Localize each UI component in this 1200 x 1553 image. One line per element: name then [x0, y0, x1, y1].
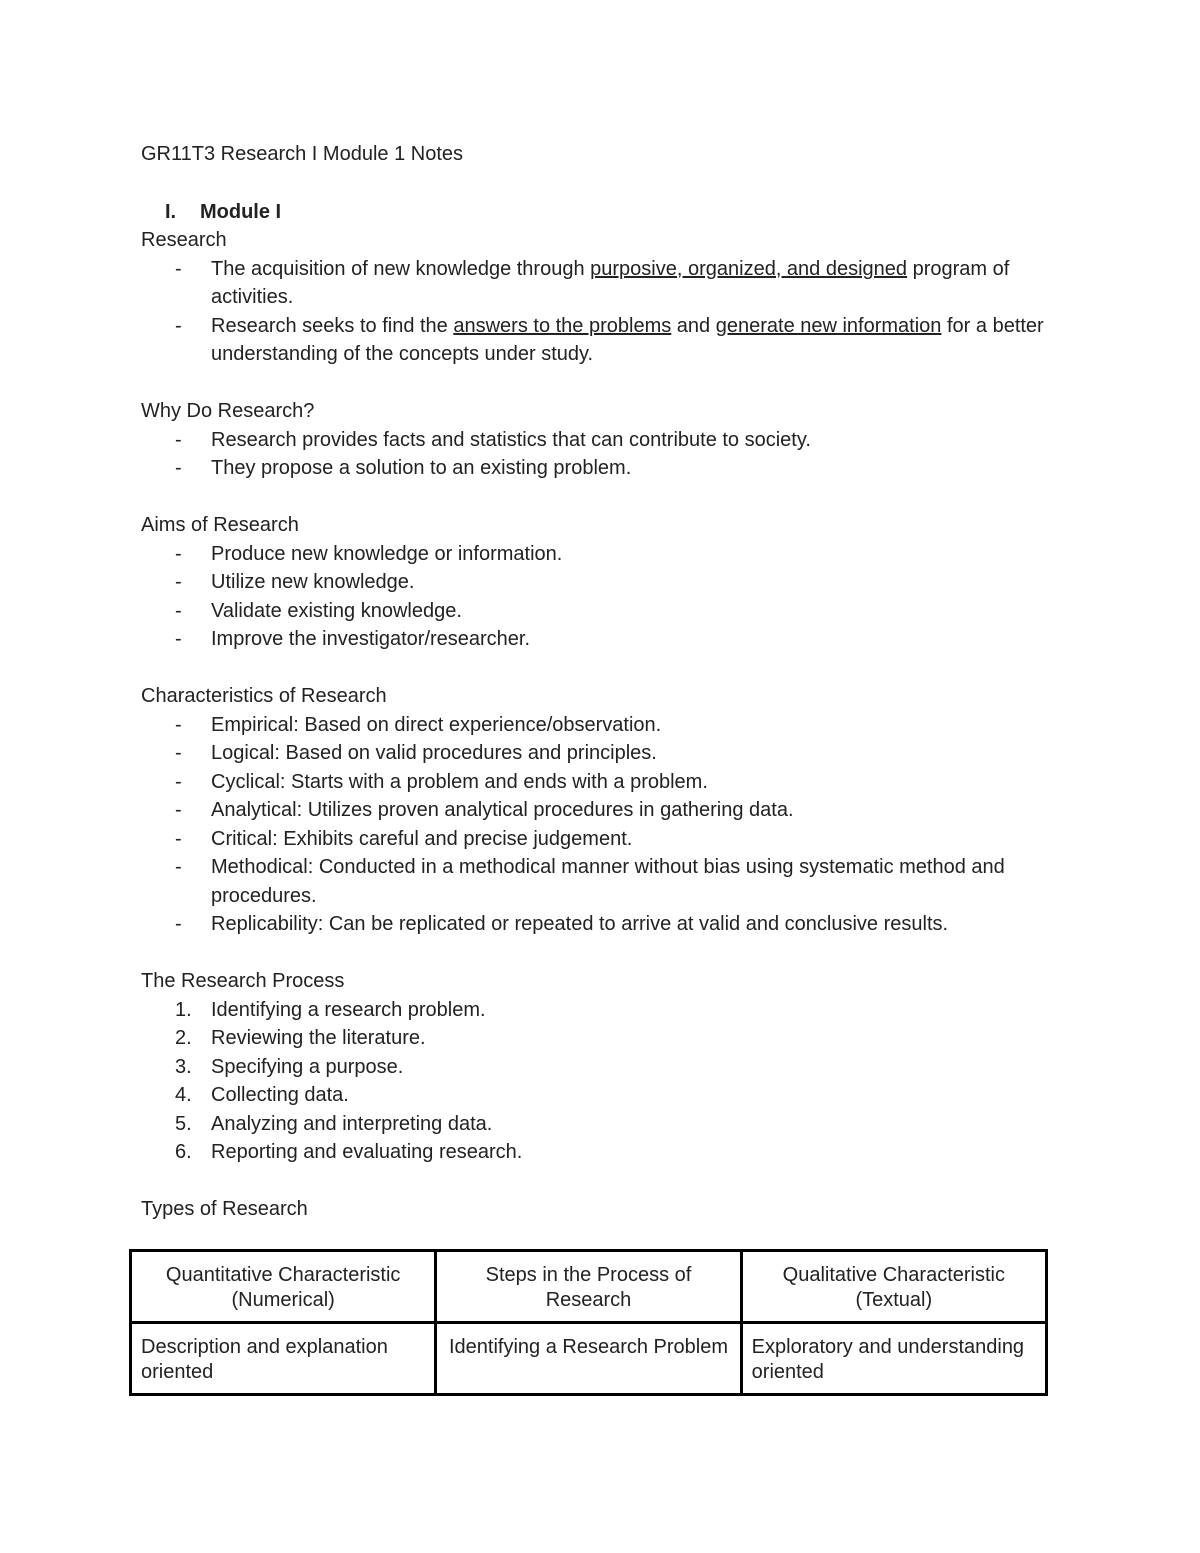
dash-marker: - [175, 770, 182, 793]
list-item [141, 1138, 1061, 1167]
list-item-text: Replicability: Can be replicated or repeated to arrive at valid and conclusive results. [211, 913, 949, 935]
aims-section [141, 511, 1061, 654]
list-item [141, 1024, 1061, 1053]
number-marker: 2. [175, 1027, 192, 1049]
list-item-text: Empirical: Based on direct experience/observation. [211, 713, 662, 736]
list-item [141, 739, 1061, 768]
dash-marker: - [175, 628, 182, 650]
list-item [141, 1053, 1061, 1082]
underlined-text: answers to the problems [453, 314, 672, 337]
list-item-text: Research provides facts and statistics that can contribute to society. [211, 428, 811, 451]
dash-marker: - [175, 742, 182, 764]
list-item [141, 625, 1061, 654]
dash-marker: - [175, 599, 182, 622]
dash-marker: - [175, 542, 182, 565]
list-item-text: Utilize new knowledge. [211, 571, 415, 593]
dash-marker: - [175, 314, 182, 337]
table-header-cell: Steps in the Process of Research [436, 1251, 741, 1323]
list-item-text: Research seeks to find the answers to the problems and generate new information for a better understanding of the concepts under study. [211, 314, 1044, 365]
types-heading: Types of Research [141, 1198, 308, 1220]
list-item [141, 711, 1061, 740]
list-item [141, 312, 1061, 369]
research-section [141, 226, 1061, 369]
module-label: Module I [200, 200, 282, 223]
list-item-text: Methodical: Conducted in a methodical manner without bias using systematic method and procedures. [211, 856, 1005, 907]
table-cell: Description and explanation oriented [131, 1323, 436, 1395]
dash-marker: - [175, 428, 182, 451]
list-item-text: Validate existing knowledge. [211, 599, 462, 622]
table-header-cell: Qualitative Characteristic (Textual) [741, 1251, 1046, 1323]
why-heading: Why Do Research? [141, 400, 315, 422]
list-item-text: Critical: Exhibits careful and precise judgement. [211, 827, 633, 850]
list-item [141, 568, 1061, 597]
list-item [141, 540, 1061, 569]
list-item [141, 1081, 1061, 1110]
process-list [141, 996, 1061, 1167]
why-list [141, 426, 1061, 483]
list-item-text: Logical: Based on valid procedures and principles. [211, 742, 657, 764]
number-marker: 6. [175, 1141, 192, 1163]
list-item-text: Cyclical: Starts with a problem and ends with a problem. [211, 770, 708, 793]
document-body [141, 140, 1061, 1224]
table-header-row [131, 1251, 1047, 1323]
characteristics-list [141, 711, 1061, 939]
table-row [131, 1323, 1047, 1395]
dash-marker: - [175, 257, 182, 280]
list-item [141, 426, 1061, 455]
process-section [141, 967, 1061, 1167]
list-item [141, 597, 1061, 626]
list-item-text: Analyzing and interpreting data. [211, 1112, 493, 1135]
list-item [141, 910, 1061, 939]
dash-marker: - [175, 827, 182, 850]
underlined-text: generate new information [715, 314, 942, 337]
list-item-text: The acquisition of new knowledge through purposive, organized, and designed program of activities. [211, 257, 1010, 308]
underlined-text: purposive, organized, and designed [590, 257, 908, 280]
characteristics-heading: Characteristics of Research [141, 685, 387, 707]
table-cell: Exploratory and understanding oriented [741, 1323, 1046, 1395]
list-item-text: Produce new knowledge or information. [211, 542, 563, 565]
aims-list [141, 540, 1061, 654]
list-item [141, 796, 1061, 825]
aims-heading: Aims of Research [141, 514, 299, 536]
list-item [141, 768, 1061, 797]
dash-marker: - [175, 799, 182, 821]
table-header-cell: Quantitative Characteristic (Numerical) [131, 1251, 436, 1323]
list-item [141, 255, 1061, 312]
list-item-text: They propose a solution to an existing problem. [211, 457, 632, 479]
table-cell: Identifying a Research Problem [436, 1323, 741, 1395]
dash-marker: - [175, 713, 182, 736]
list-item-text: Reviewing the literature. [211, 1027, 426, 1049]
process-heading: The Research Process [141, 970, 345, 992]
number-marker: 3. [175, 1055, 192, 1078]
module-heading [141, 198, 1061, 227]
number-marker: 4. [175, 1084, 192, 1106]
number-marker: 1. [175, 998, 192, 1021]
dash-marker: - [175, 457, 182, 479]
list-item-text: Reporting and evaluating research. [211, 1141, 523, 1163]
list-item-text: Improve the investigator/researcher. [211, 628, 531, 650]
document-title: GR11T3 Research I Module 1 Notes [141, 143, 464, 165]
list-item [141, 825, 1061, 854]
list-item-text: Analytical: Utilizes proven analytical procedures in gathering data. [211, 799, 794, 821]
research-heading: Research [141, 229, 227, 251]
list-item [141, 1110, 1061, 1139]
number-marker: 5. [175, 1112, 192, 1135]
list-item [141, 853, 1061, 910]
module-number: I. [165, 200, 177, 223]
characteristics-section [141, 682, 1061, 939]
dash-marker: - [175, 571, 182, 593]
list-item-text: Specifying a purpose. [211, 1055, 404, 1078]
list-item-text: Identifying a research problem. [211, 998, 486, 1021]
list-item [141, 996, 1061, 1025]
list-item-text: Collecting data. [211, 1084, 349, 1106]
dash-marker: - [175, 913, 182, 935]
list-item [141, 454, 1061, 483]
why-section [141, 397, 1061, 483]
dash-marker: - [175, 856, 182, 878]
types-table [129, 1249, 1048, 1396]
research-list [141, 255, 1061, 369]
